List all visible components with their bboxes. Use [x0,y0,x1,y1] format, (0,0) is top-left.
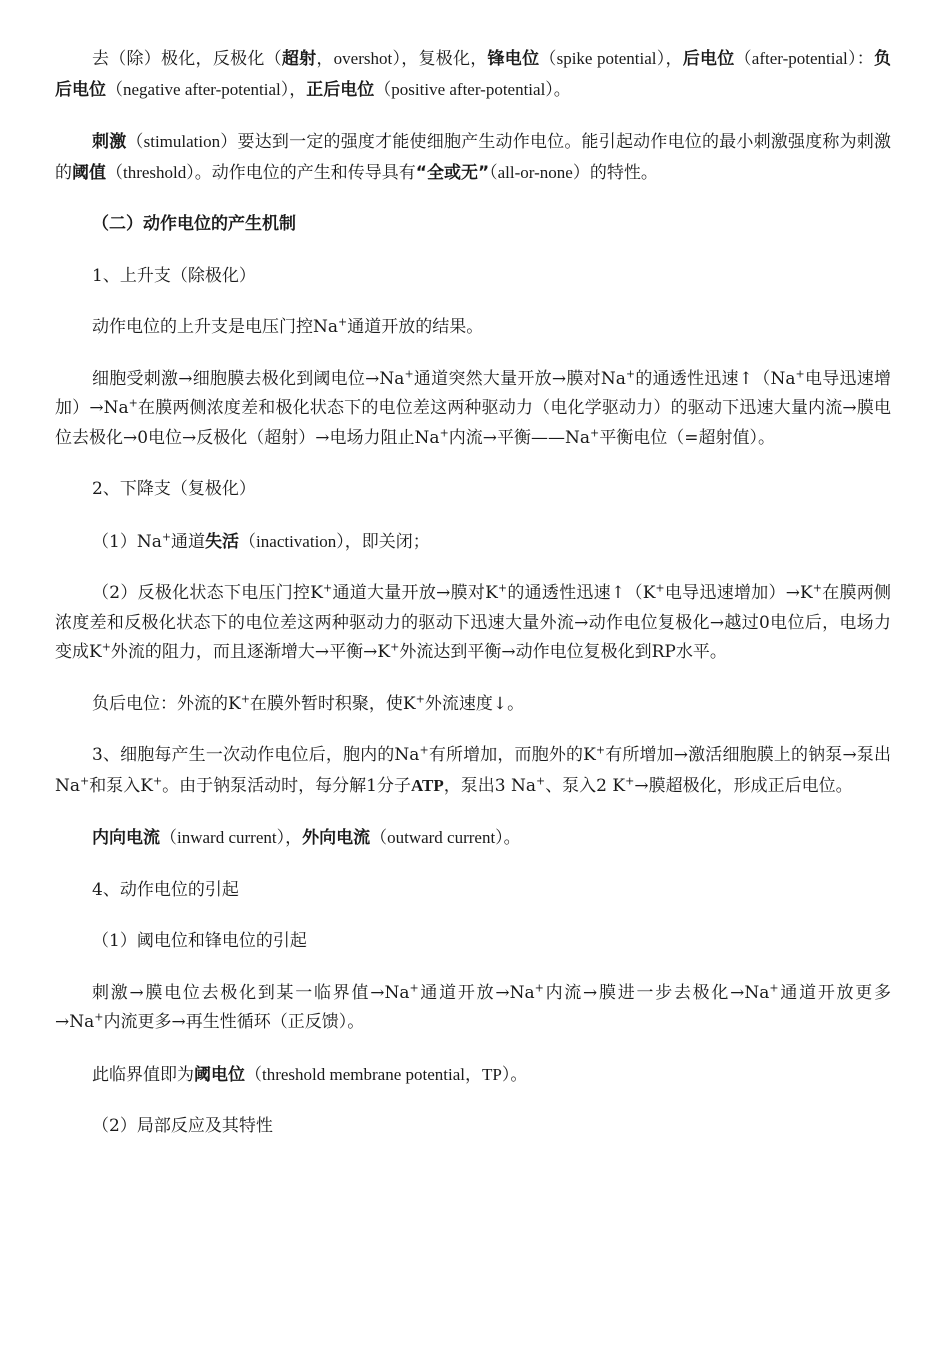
superscript: + [152,773,163,787]
text: 通道开放的结果。 [347,317,484,337]
text: 电导迅速增加）→Na [55,368,891,418]
text: （negative after-potential）， [106,79,307,99]
superscript: + [655,581,665,595]
text: 在膜两侧浓度差和反极化状态下的电位差这两种驱动力的驱动下迅速大量外流→动作电位复极化→越过0电位后，电场力变成K [55,583,892,662]
text: 去（除）极化，反极化（ [92,49,282,69]
text: 有所增加→激活细胞膜上的钠泵→泵出Na [55,745,892,796]
paragraph-k-efflux [55,579,891,668]
paragraph-negative-after-potential [55,690,891,720]
text: （threshold membrane potential，TP）。 [245,1064,528,1084]
superscript: + [161,529,172,543]
paragraph-na-influx [55,365,891,454]
superscript: + [404,366,414,380]
text: 细胞受刺激→细胞膜去极化到阈电位→Na [92,368,405,389]
text: 内流→膜进一步去极化→Na [543,982,770,1003]
text: （all-or-none）的特性。 [489,162,658,182]
term-negative-after-potential: 负后电位 [55,49,892,100]
text: 外流速度↓。 [424,693,525,714]
superscript: + [625,366,636,380]
text: 通道开放→Na [418,982,535,1003]
term-after-potential: 后电位 [682,49,735,69]
text: 。由于钠泵活动时，每分解1分子 [162,775,411,796]
text: 3、细胞每产生一次动作电位后，胞内的Na [92,745,420,765]
text: 、泵入2 K [545,775,626,796]
subheading-threshold-spike: （1）阈电位和锋电位的引起 [92,931,307,951]
text: （outward current）。 [370,828,521,847]
text: 通道开放更多→Na [55,982,892,1032]
text: （1）Na [92,531,162,552]
text: 外流的阻力，而且逐渐增大→平衡→K [110,642,391,662]
text: 通道大量开放→膜对K [332,583,498,603]
superscript: + [534,980,544,994]
text: 平衡电位（=超射值）。 [599,427,776,448]
text: 外流达到平衡→动作电位复极化到RP水平。 [399,642,727,662]
term-all-or-none: “全或无” [415,162,490,183]
paragraph-positive-feedback [55,979,891,1038]
term-positive-after-potential: 正后电位 [306,79,375,100]
superscript: + [812,581,822,595]
superscript: + [497,581,508,595]
term-inward-current: 内向电流 [92,828,160,848]
superscript: + [128,396,138,410]
text: 在膜两侧浓度差和极化状态下的电位差这两种驱动力（电化学驱动力）的驱动下迅速大量内流→膜电位去极化→0电位→反极化（超射）→电场力阻止Na [55,398,891,448]
term-outward-current: 外向电流 [302,828,371,848]
text: （2）反极化状态下电压门控K [92,583,323,603]
superscript: + [94,1010,104,1024]
text: 此临界值即为 [92,1064,194,1085]
term-threshold-potential: 阈电位 [194,1064,245,1085]
paragraph-stimulation [55,127,891,188]
superscript: + [101,640,111,654]
text: 负后电位：外流的K [92,693,241,714]
term-overshoot: 超射 [281,49,317,69]
term-atp: ATP [410,775,444,795]
superscript: + [80,773,90,787]
superscript: + [390,640,400,654]
text: 通道 [171,531,206,552]
superscript: + [595,743,606,757]
text: （spike potential）， [539,49,683,68]
text: （inactivation），即关闭； [239,531,430,551]
text: 的通透性迅速↑（Na [635,368,796,389]
text: 内流更多→再生性循环（正反馈）。 [103,1012,365,1032]
text: 刺激→膜电位去极化到某一临界值→Na [92,982,410,1003]
subheading-falling-phase: 2、下降支（复极化） [92,479,256,499]
superscript: + [415,691,425,705]
subheading-local-response: （2）局部反应及其特性 [92,1116,273,1136]
paragraph-rising-phase [55,313,891,343]
text: ，overshot），复极化， [316,49,488,68]
text: （inward current）， [160,828,303,847]
text: 电导迅速增加）→K [664,583,813,603]
text: 有所增加，而胞外的K [428,745,596,765]
superscript: + [795,366,805,380]
superscript: + [409,980,419,994]
superscript: + [419,743,429,757]
term-threshold: 阈值 [72,162,106,183]
text: 的通透性迅速↑（K [507,583,656,603]
subheading-rising-phase: 1、上升支（除极化） [92,265,256,286]
text: （threshold）。动作电位的产生和传导具有 [106,162,416,182]
text: 在膜外暂时积聚，使K [249,693,416,714]
text: 和泵入K [89,775,153,796]
text: （after-potential）： [734,49,875,68]
paragraph-potential-terms [55,44,891,105]
superscript: + [240,691,250,705]
superscript: + [625,773,635,787]
term-stimulation: 刺激 [92,132,127,152]
subheading-initiation: 4、动作电位的引起 [92,879,239,900]
superscript: + [338,315,348,329]
text: （positive after-potential）。 [374,79,571,99]
text: 动作电位的上升支是电压门控Na [92,317,339,337]
paragraph-na-inactivation [55,527,891,558]
superscript: + [439,425,449,439]
text: （stimulation）要达到一定的强度才能使细胞产生动作电位。能引起动作电位的最小刺激强度称为刺激的 [55,132,891,182]
paragraph-sodium-pump [55,741,891,801]
text: →膜超极化，形成正后电位。 [634,775,853,796]
text: 内流→平衡——Na [448,427,591,448]
paragraph-threshold-definition [55,1060,891,1091]
text: 通道突然大量开放→膜对Na [413,368,626,389]
text: ，泵出3 Na [443,775,536,796]
term-spike-potential: 锋电位 [487,49,540,69]
superscript: + [769,980,779,994]
superscript: + [535,773,546,787]
paragraph-currents [55,823,891,854]
superscript: + [590,425,600,439]
superscript: + [323,581,333,595]
section-heading: （二）动作电位的产生机制 [92,214,296,234]
term-inactivation: 失活 [205,531,240,552]
